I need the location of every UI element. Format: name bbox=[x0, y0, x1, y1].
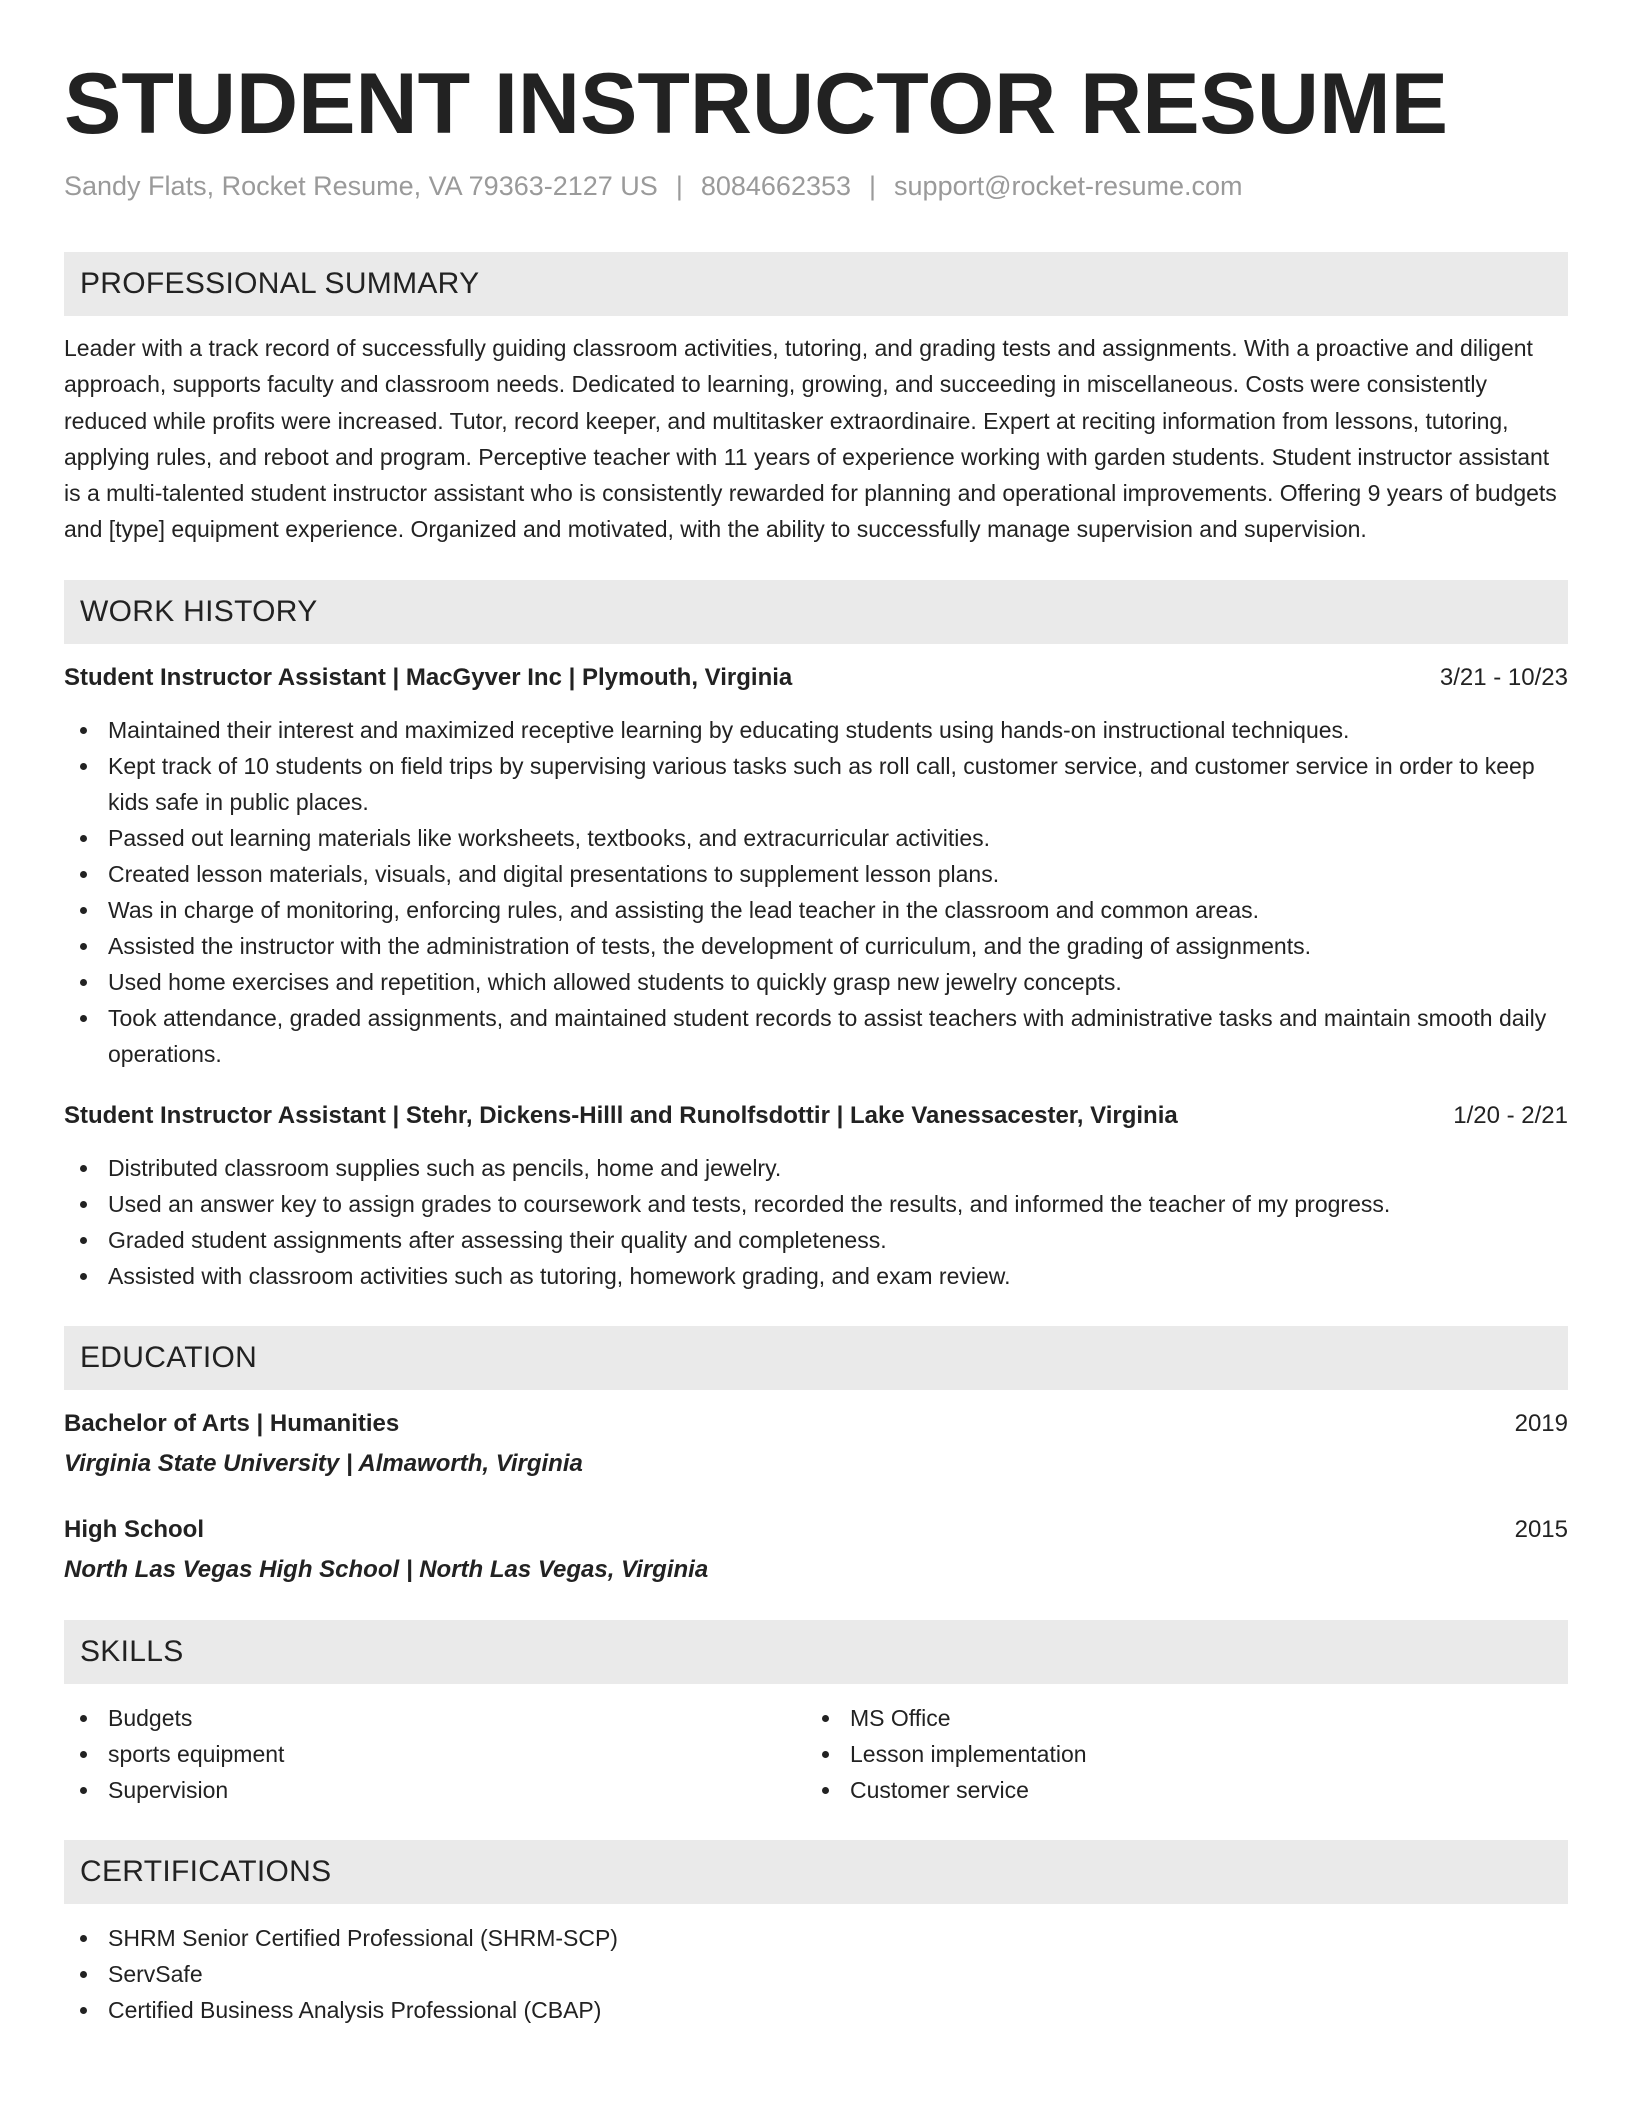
section-header-education bbox=[64, 1326, 1568, 1390]
education-entry bbox=[64, 1512, 1568, 1588]
job-header bbox=[64, 1098, 1568, 1134]
education-header bbox=[64, 1406, 1568, 1442]
education-date: 2019 bbox=[1514, 1409, 1568, 1437]
contact-separator: | bbox=[675, 171, 683, 201]
education-entry bbox=[64, 1406, 1568, 1482]
list-item: sports equipment bbox=[64, 1736, 806, 1772]
list-item: Budgets bbox=[64, 1700, 806, 1736]
education-degree: Bachelor of Arts | Humanities bbox=[64, 1409, 400, 1437]
contact-address: Sandy Flats, Rocket Resume, VA 79363-2127 US bbox=[64, 171, 658, 201]
list-item: Distributed classroom supplies such as pencils, home and jewelry. bbox=[64, 1150, 1568, 1186]
education-header bbox=[64, 1512, 1568, 1548]
list-item: Created lesson materials, visuals, and digital presentations to supplement lesson plans. bbox=[64, 856, 1568, 892]
certifications-list bbox=[64, 1920, 1568, 2028]
skills-column-left bbox=[64, 1700, 806, 1808]
list-item: Supervision bbox=[64, 1772, 806, 1808]
contact-phone: 8084662353 bbox=[700, 171, 852, 201]
contact-separator: | bbox=[869, 171, 877, 201]
section-header-summary bbox=[64, 252, 1568, 316]
skills-column-right bbox=[806, 1700, 1548, 1808]
list-item: SHRM Senior Certified Professional (SHRM-SCP) bbox=[64, 1920, 1568, 1956]
job-bullets bbox=[64, 712, 1568, 1072]
job-title: Student Instructor Assistant | MacGyver Inc | Plymouth, Virginia bbox=[64, 663, 793, 691]
section-title: CERTIFICATIONS bbox=[80, 1854, 332, 1888]
list-item: Used home exercises and repetition, which allowed students to quickly grasp new jewelry concepts. bbox=[64, 964, 1568, 1000]
job-date: 1/20 - 2/21 bbox=[1453, 1101, 1568, 1129]
list-item: Certified Business Analysis Professional (CBAP) bbox=[64, 1992, 1568, 2028]
list-item: Graded student assignments after assessing their quality and completeness. bbox=[64, 1222, 1568, 1258]
education-school: North Las Vegas High School | North Las Vegas, Virginia bbox=[64, 1555, 709, 1583]
skills-bullets bbox=[806, 1700, 1548, 1808]
section-title: PROFESSIONAL SUMMARY bbox=[80, 267, 480, 300]
summary-text: Leader with a track record of successfully guiding classroom activities, tutoring, and grading tests and assignments. With a proactive and diligent approach, supports faculty and classroom needs. Dedicated to learning, growing, and succeeding in miscellaneous. Costs were consistently reduced while profits were increased. Tutor, record keeper, and multitasker extraordinaire. Expert at reciting information from lessons, tutoring, applying rules, and reboot and program. Perceptive teacher with 11 years of experience working with garden students. Student instructor assistant is a multi-talented student instructor assistant who is consistently rewarded for planning and operational improvements. Offering 9 years of budgets and [type] equipment experience. Organized and motivated, with the ability to successfully manage supervision and supervision. bbox=[64, 335, 1557, 543]
list-item: Lesson implementation bbox=[806, 1736, 1548, 1772]
resume-title: STUDENT INSTRUCTOR RESUME bbox=[64, 56, 1449, 152]
list-item: Assisted the instructor with the administration of tests, the development of curriculum, and the grading of assignments. bbox=[64, 928, 1568, 964]
list-item: Used an answer key to assign grades to coursework and tests, recorded the results, and informed the teacher of my progress. bbox=[64, 1186, 1568, 1222]
list-item: Kept track of 10 students on field trips by supervising various tasks such as roll call, customer service, and customer service in order to keep kids safe in public places. bbox=[64, 748, 1568, 820]
list-item: Maintained their interest and maximized receptive learning by educating students using hands-on instructional techniques. bbox=[64, 712, 1568, 748]
list-item: Passed out learning materials like worksheets, textbooks, and extracurricular activities. bbox=[64, 820, 1568, 856]
section-title: WORK HISTORY bbox=[80, 594, 318, 628]
skills-bullets bbox=[64, 1700, 806, 1808]
section-header-work-history bbox=[64, 580, 1568, 644]
job-date: 3/21 - 10/23 bbox=[1439, 663, 1568, 691]
section-header-skills bbox=[64, 1620, 1568, 1684]
list-item: ServSafe bbox=[64, 1956, 1568, 1992]
job-header bbox=[64, 660, 1568, 696]
job-entry bbox=[64, 1098, 1568, 1294]
section-title: EDUCATION bbox=[80, 1340, 258, 1374]
list-item: Took attendance, graded assignments, and maintained student records to assist teachers with administrative tasks and maintain smooth daily operations. bbox=[64, 1000, 1568, 1072]
education-school: Virginia State University | Almaworth, Virginia bbox=[64, 1449, 583, 1477]
list-item: Was in charge of monitoring, enforcing rules, and assisting the lead teacher in the classroom and common areas. bbox=[64, 892, 1568, 928]
education-degree: High School bbox=[64, 1515, 204, 1543]
contact-line bbox=[64, 168, 1568, 204]
list-item: MS Office bbox=[806, 1700, 1548, 1736]
list-item: Assisted with classroom activities such as tutoring, homework grading, and exam review. bbox=[64, 1258, 1568, 1294]
resume-page bbox=[64, 56, 1568, 2028]
contact-email: support@rocket-resume.com bbox=[894, 171, 1243, 201]
job-title: Student Instructor Assistant | Stehr, Dickens-Hilll and Runolfsdottir | Lake Vanessacester, Virginia bbox=[64, 1101, 1178, 1129]
section-header-certifications bbox=[64, 1840, 1568, 1904]
list-item: Customer service bbox=[806, 1772, 1548, 1808]
job-bullets bbox=[64, 1150, 1568, 1294]
skills-list bbox=[64, 1700, 1568, 1808]
section-title: SKILLS bbox=[80, 1634, 184, 1668]
job-entry bbox=[64, 660, 1568, 1072]
education-date: 2015 bbox=[1514, 1515, 1568, 1543]
